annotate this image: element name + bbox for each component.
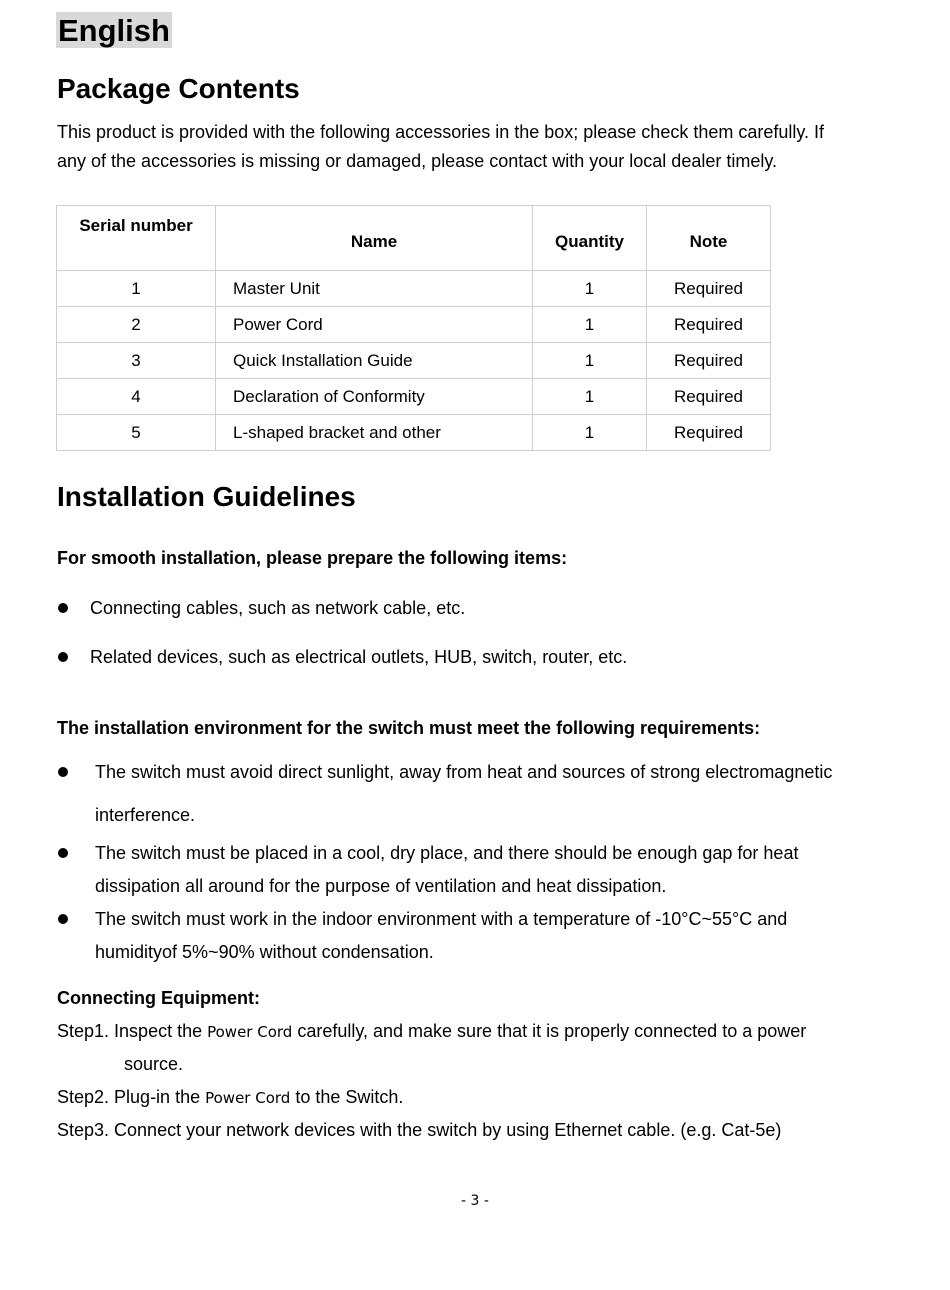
serial-cell: 5 [57, 415, 216, 451]
header-note: Note [647, 206, 771, 271]
power-cord-term: Power Cord [207, 1023, 293, 1041]
prepare-heading: For smooth installation, please prepare the following items: [57, 548, 568, 568]
table-row [57, 271, 771, 307]
table-header-row [57, 206, 771, 271]
name-cell: Declaration of Conformity [216, 379, 533, 415]
intro-text-line2: any of the accessories is missing or damaged, please contact with your local dealer timely. [57, 151, 778, 171]
quantity-cell: 1 [533, 379, 647, 415]
note-cell: Required [647, 415, 771, 451]
table-row [57, 307, 771, 343]
language-label: English [58, 13, 170, 48]
intro-text-line1: This product is provided with the following accessories in the box; please check them carefully. If [57, 122, 825, 142]
step1-text: Step1. Inspect the [57, 1021, 208, 1041]
prepare-item: Related devices, such as electrical outlets, HUB, switch, router, etc. [90, 647, 628, 667]
connecting-heading: Connecting Equipment: [57, 988, 260, 1008]
step2 [57, 1086, 403, 1109]
quantity-cell: 1 [533, 343, 647, 379]
quantity-cell: 1 [533, 307, 647, 343]
environment-heading: The installation environment for the switch must meet the following requirements: [57, 718, 761, 738]
header-quantity: Quantity [533, 206, 647, 271]
step2-text: Step2. Plug-in the [57, 1087, 206, 1107]
bullet-icon [58, 767, 68, 777]
serial-cell: 4 [57, 379, 216, 415]
quantity-cell: 1 [533, 415, 647, 451]
note-cell: Required [647, 307, 771, 343]
serial-cell: 3 [57, 343, 216, 379]
package-contents-heading: Package Contents [57, 73, 300, 104]
env-item-line: humidityof 5%~90% without condensation. [95, 942, 434, 962]
serial-cell: 2 [57, 307, 216, 343]
step2-text: to the Switch. [290, 1087, 404, 1107]
bullet-icon [58, 848, 68, 858]
serial-cell: 1 [57, 271, 216, 307]
header-name: Name [216, 206, 533, 271]
quantity-cell: 1 [533, 271, 647, 307]
env-item-line: The switch must be placed in a cool, dry place, and there should be enough gap for heat [95, 843, 799, 863]
note-cell: Required [647, 379, 771, 415]
package-contents-table [56, 205, 771, 451]
env-item-line: The switch must work in the indoor environment with a temperature of -10°C~55°C and [95, 909, 788, 929]
note-cell: Required [647, 271, 771, 307]
header-serial: Serial number [57, 206, 216, 271]
name-cell: L-shaped bracket and other [216, 415, 533, 451]
bullet-icon [58, 652, 68, 662]
power-cord-term: Power Cord [205, 1089, 291, 1107]
bullet-icon [58, 603, 68, 613]
installation-guidelines-heading: Installation Guidelines [57, 481, 356, 512]
table-row [57, 343, 771, 379]
step3: Step3. Connect your network devices with the switch by using Ethernet cable. (e.g. Cat-5e) [57, 1120, 782, 1140]
page-number: - 3 - [461, 1193, 489, 1209]
prepare-item: Connecting cables, such as network cable, etc. [90, 598, 466, 618]
step1-text: carefully, and make sure that it is properly connected to a power [292, 1021, 807, 1041]
env-item-line: interference. [95, 805, 196, 825]
name-cell: Power Cord [216, 307, 533, 343]
env-item-line: The switch must avoid direct sunlight, away from heat and sources of strong electromagnetic [95, 762, 833, 782]
step1 [57, 1020, 806, 1043]
bullet-icon [58, 914, 68, 924]
env-item-line: dissipation all around for the purpose of ventilation and heat dissipation. [95, 876, 667, 896]
table-row [57, 379, 771, 415]
note-cell: Required [647, 343, 771, 379]
name-cell: Master Unit [216, 271, 533, 307]
table-row [57, 415, 771, 451]
step1-continuation: source. [124, 1054, 184, 1074]
name-cell: Quick Installation Guide [216, 343, 533, 379]
